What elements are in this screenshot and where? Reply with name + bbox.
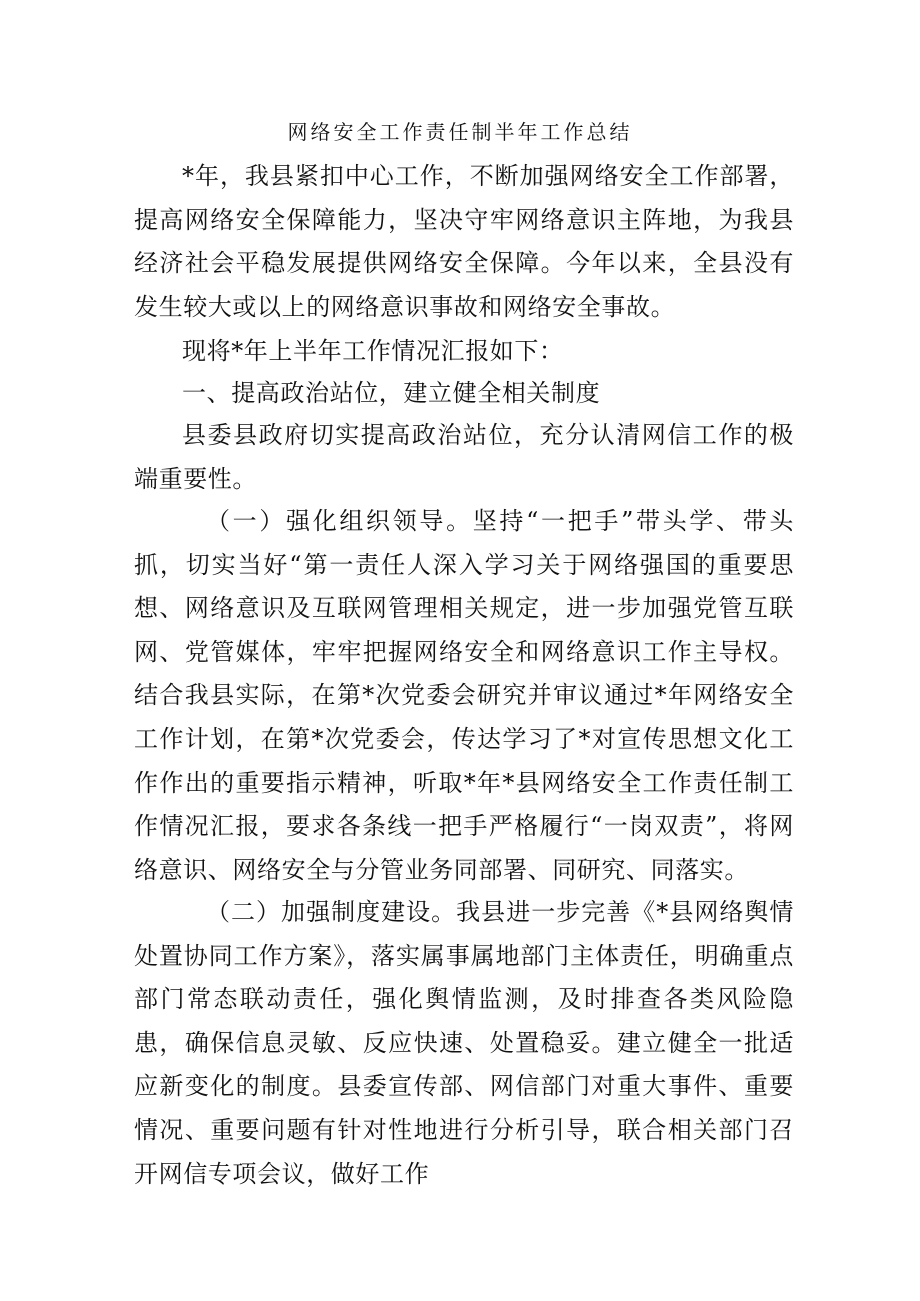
- section-heading-1: 一、提高政治站位，建立健全相关制度: [182, 379, 601, 407]
- paragraph-section-1-intro: 县委县政府切实提高政治站位，充分认清网信工作的极端重要性。: [134, 421, 794, 493]
- paragraph-organization-leadership: （一）强化组织领导。坚持“一把手”带头学、带头抓，切实当好“第一责任人深入学习关于网络强国的重要思想、网络意识及互联网管理相关规定，进一步加强党管互联网、党管媒体，牢牢把握网络安全和网络意识工作主导权。结合我县实际，在第*次党委会研究并审议通过*年网络安全工作计划，在第*次党委会，传达学习了*对宣传思想文化工作作出的重要指示精神，听取*年*县网络安全工作责任制工作情况汇报，要求各条线一把手严格履行“一岗双责”，将网络意识、网络安全与分管业务同部署、同研究、同落实。: [134, 507, 794, 884]
- document-title: 网络安全工作责任制半年工作总结: [287, 120, 633, 144]
- paragraph-intro: *年，我县紧扣中心工作，不断加强网络安全工作部署，提高网络安全保障能力，坚决守牢网络意识主阵地，为我县经济社会平稳发展提供网络安全保障。今年以来，全县没有发生较大或以上的网络意识事故和网络安全事故。: [134, 162, 794, 321]
- paragraph-report-lead: 现将*年上半年工作情况汇报如下：: [182, 337, 564, 365]
- paragraph-system-building: （二）加强制度建设。我县进一步完善《*县网络舆情处置协同工作方案》，落实属事属地部门主体责任，明确重点部门常态联动责任，强化舆情监测，及时排查各类风险隐患，确保信息灵敏、反应快速、处置稳妥。建立健全一批适应新变化的制度。县委宣传部、网信部门对重大事件、重要情况、重要问题有针对性地进行分析引导，联合相关部门召开网信专项会议，做好工作: [134, 898, 794, 1188]
